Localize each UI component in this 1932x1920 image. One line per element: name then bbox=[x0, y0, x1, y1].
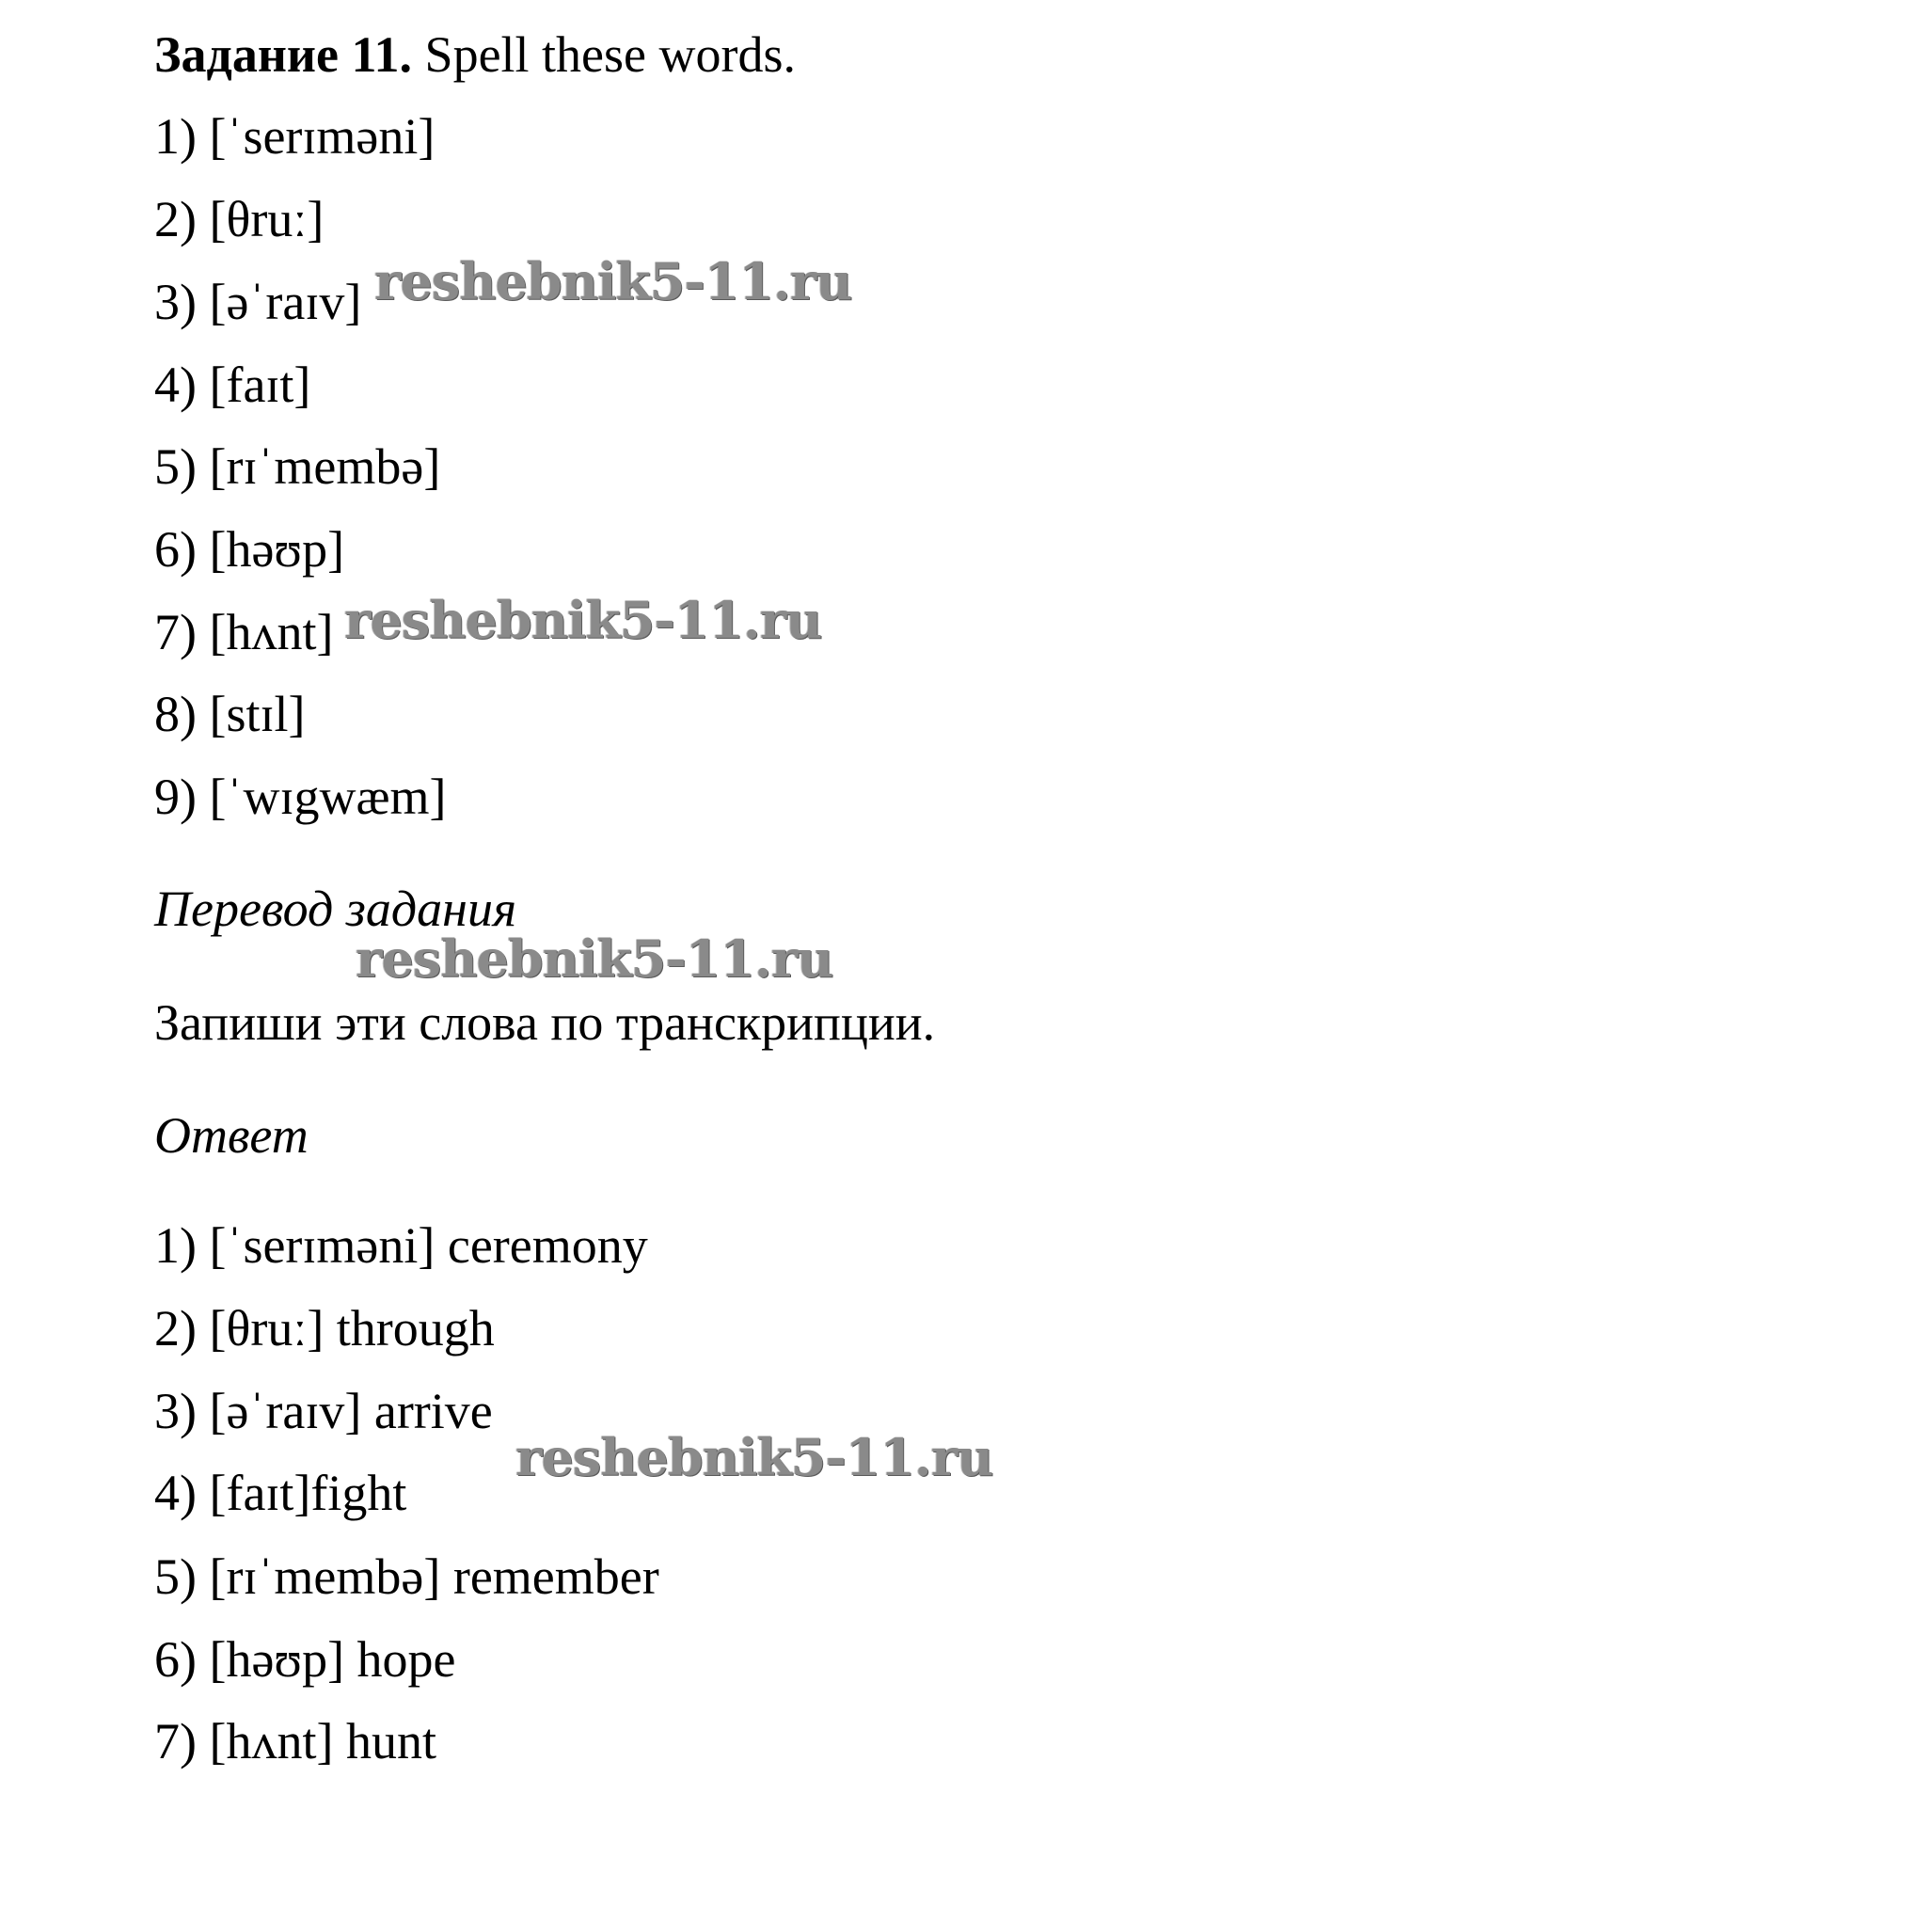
watermark: reshebnik5-11.ru bbox=[374, 251, 852, 311]
answer-heading: Ответ bbox=[154, 1107, 309, 1164]
watermark: reshebnik5-11.ru bbox=[344, 590, 822, 650]
transcription-item-2: 2) [θruː] bbox=[154, 191, 325, 247]
transcription-item-4: 4) [faɪt] bbox=[154, 357, 311, 413]
watermark: reshebnik5-11.ru bbox=[356, 928, 833, 989]
watermark: reshebnik5-11.ru bbox=[515, 1427, 993, 1487]
answer-item-3: 3) [əˈraɪv] arrive bbox=[154, 1383, 493, 1439]
transcription-item-3: 3) [əˈraɪv] bbox=[154, 274, 362, 330]
answer-item-1: 1) [ˈserɪməni] ceremony bbox=[154, 1217, 648, 1274]
answer-item-5: 5) [rɪˈmembə] remember bbox=[154, 1548, 659, 1605]
answer-item-4: 4) [faɪt]fight bbox=[154, 1465, 407, 1521]
answer-item-6: 6) [həʊp] hope bbox=[154, 1631, 456, 1688]
translation-text: Запиши эти слова по транскрипции. bbox=[154, 994, 936, 1051]
translation-heading: Перевод задания bbox=[154, 881, 517, 937]
transcription-item-9: 9) [ˈwɪgwæm] bbox=[154, 769, 447, 825]
task-instruction: Spell these words. bbox=[424, 26, 796, 83]
answer-item-7: 7) [hʌnt] hunt bbox=[154, 1713, 436, 1769]
task-number: Задание 11. bbox=[154, 26, 413, 83]
answer-item-2: 2) [θruː] through bbox=[154, 1300, 495, 1357]
transcription-item-6: 6) [həʊp] bbox=[154, 521, 345, 578]
transcription-item-1: 1) [ˈserɪməni] bbox=[154, 108, 435, 165]
task-header bbox=[154, 24, 796, 86]
transcription-item-7: 7) [hʌnt] bbox=[154, 604, 334, 660]
transcription-item-8: 8) [stɪl] bbox=[154, 686, 306, 742]
transcription-item-5: 5) [rɪˈmembə] bbox=[154, 438, 441, 495]
